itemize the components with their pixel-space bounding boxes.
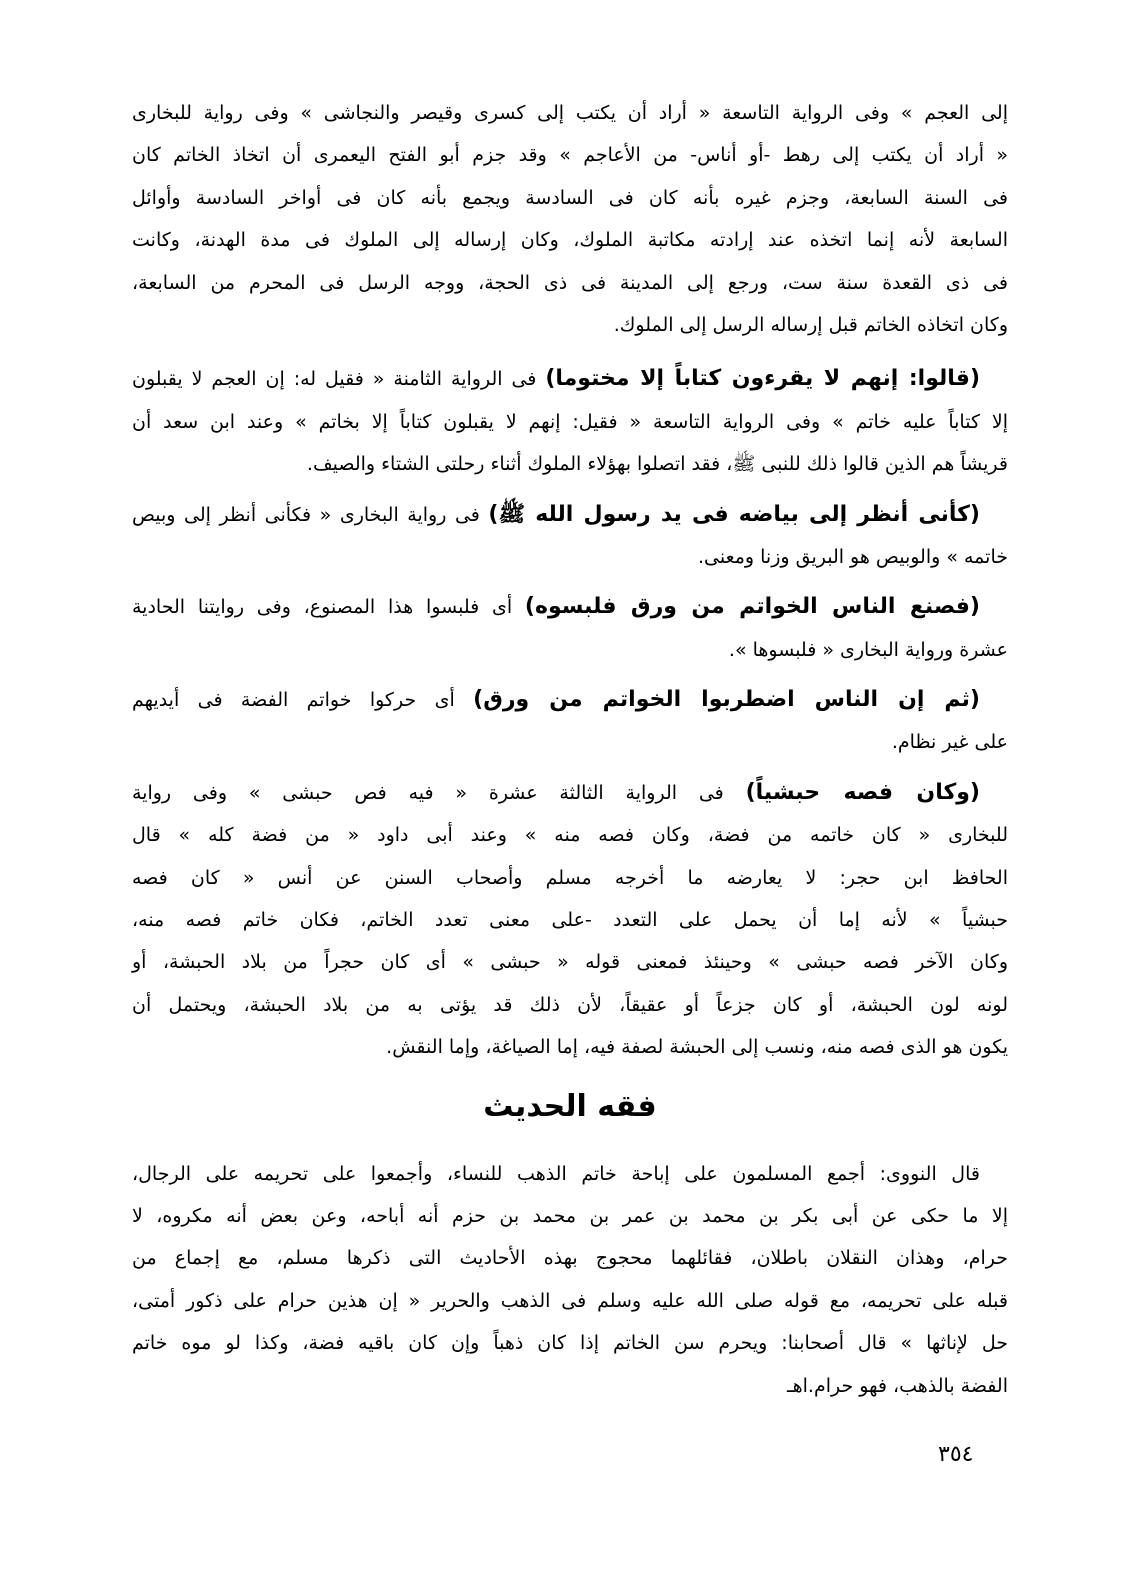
text-line: الفضة بالذهب، فهو حرام.اهـ	[787, 1374, 1008, 1397]
hadith-quote: (كأنى أنظر إلى بياضه فى يد رسول الله ﷺ)	[488, 501, 980, 527]
hadith-quote: (قالوا: إنهم لا يقرءون كتاباً إلا مختوما)	[545, 366, 980, 392]
paragraph-commentary	[132, 586, 1008, 671]
text-line: إلى العجم » وفى الرواية التاسعة « أراد أن يكتب إلى كسرى وقيصر والنجاشى » وفى رواية للبخارى	[132, 102, 1008, 124]
text-line: قريشاً هم الذين قالوا ذلك للنبى ﷺ، فقد اتصلوا بهؤلاء الملوك أثناء رحلتى الشتاء والصيف.	[306, 453, 1008, 476]
text-line: للبخارى « كان خاتمه من فضة، وكان فصه منه » وعند أبى داود « من فضة كله » قال	[132, 824, 1008, 847]
text-line: وكان الآخر فصه حبشى » وحينئذ فمعنى قوله « حبشى » أى كان حجراً من بلاد الحبشة، أو	[132, 951, 1008, 974]
text-line	[132, 772, 1008, 814]
document-page	[132, 92, 1008, 1407]
text-line: خاتمه » والوبيص هو البريق وزنا ومعنى.	[697, 545, 1008, 568]
text-line: إلا ما حكى عن أبى بكر بن محمد بن عمر بن محمد بن حزم أنه أباحه، وعن بعض أنه مكروه، لا	[132, 1204, 1008, 1227]
text-line: فى السنة السابعة، وجزم غيره بأنه كان فى السادسة ويجمع بأنه كان فى أواخر السادسة وأوائل	[132, 186, 1008, 209]
text-line	[132, 679, 1008, 721]
section-title: فقه الحديث	[483, 1088, 657, 1124]
page-number: ٣٥٤	[938, 1442, 974, 1467]
text-line: السابعة لأنه إنما اتخذه عند إرادته مكاتبة الملوك، وكان إرساله إلى الملوك فى مدة الهدنة، وكانت	[132, 229, 1008, 252]
paragraph-commentary	[132, 679, 1008, 764]
text-line: « أراد أن يكتب إلى رهط -أو أناس- من الأعاجم » وقد جزم أبو الفتح اليعمرى أن اتخاذ الخاتم كان	[132, 144, 1008, 167]
commentary-text: أى فلبسوا هذا المصنوع، وفى روايتنا الحادية	[132, 596, 525, 619]
paragraph-fiqh	[132, 1153, 1008, 1407]
text-line: حبشياً » لأنه إما أن يحمل على التعدد -على معنى تعدد الخاتم، فكان خاتم فصه منه،	[132, 909, 1008, 932]
hadith-quote: (ثم إن الناس اضطربوا الخواتم من ورق)	[473, 687, 980, 713]
text-line: لونه لون الحبشة، أو كان جزعاً أو عقيقاً، لأن ذلك قد يؤتى به من بلاد الحبشة، ويحتمل أن	[132, 993, 1008, 1016]
paragraph-commentary	[132, 772, 1008, 1069]
text-line: إلا كتاباً عليه خاتم » وفى الرواية التاسعة « فقيل: إنهم لا يقبلون كتاباً إلا بخاتم » وعند ابن سعد أن	[132, 410, 1008, 433]
paragraph-commentary	[132, 494, 1008, 579]
paragraph-commentary	[132, 358, 1008, 485]
text-line: وكان اتخاذه الخاتم قبل إرساله الرسل إلى الملوك.	[613, 313, 1008, 336]
text-line: قال النووى: أجمع المسلمون على إباحة خاتم الذهب للنساء، وأجمعوا على تحريمه على الرجال،	[132, 1162, 980, 1185]
text-line	[132, 494, 1008, 536]
text-line: عشرة ورواية البخارى « فلبسوها ».	[728, 638, 1008, 661]
text-line: حرام، وهذان النقلان باطلان، فقائلهما محجوج بهذه الأحاديث التى ذكرها مسلم، مع إجماع من	[132, 1247, 1008, 1270]
hadith-quote: (فصنع الناس الخواتم من ورق فلبسوه)	[524, 594, 980, 620]
paragraph-continuation	[132, 92, 1008, 346]
text-line: الحافظ ابن حجر: لا يعارضه ما أخرجه مسلم وأصحاب السنن عن أنس « كان فصه	[132, 866, 1008, 889]
commentary-text: فى الرواية الثامنة « فقيل له: إن العجم لا يقبلون	[132, 368, 546, 391]
text-line: على غير نظام.	[891, 731, 1008, 754]
commentary-text: فى رواية البخارى « فكأنى أنظر إلى وبيص	[132, 503, 489, 526]
text-line	[132, 586, 1008, 628]
text-line: يكون هو الذى فصه منه، ونسب إلى الحبشة لصفة فيه، إما الصياغة، وإما النقش.	[386, 1036, 1008, 1059]
text-line: قبله على تحريمه، مع قوله صلى الله عليه وسلم فى الذهب والحرير « إن هذين حرام على ذكور أمتى،	[132, 1289, 1008, 1312]
commentary-text: أى حركوا خواتم الفضة فى أيديهم	[132, 689, 474, 712]
text-line: حل لإناثها » قال أصحابنا: ويحرم سن الخاتم إذا كان ذهباً وإن كان باقيه فضة، وكذا لو موه خاتم	[132, 1332, 1008, 1355]
commentary-text: فى الرواية الثالثة عشرة « فيه فص حبشى » وفى رواية	[132, 781, 746, 804]
hadith-quote: (وكان فصه حبشياً)	[745, 779, 980, 805]
text-line: فى ذى القعدة سنة ست، ورجع إلى المدينة فى ذى الحجة، ووجه الرسل فى المحرم من السابعة،	[132, 271, 1008, 294]
text-line	[132, 358, 1008, 400]
